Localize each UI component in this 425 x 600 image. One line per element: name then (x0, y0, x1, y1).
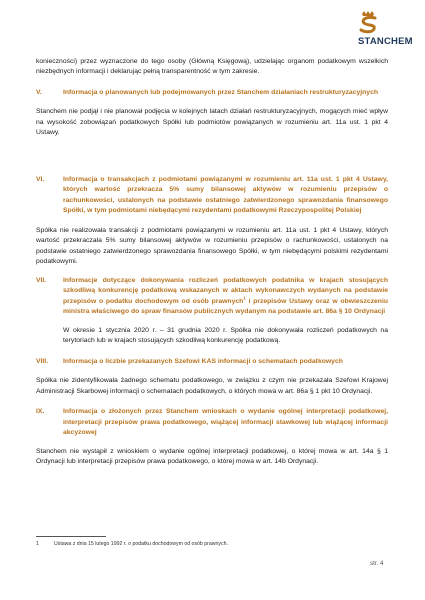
section-number: VIII. (36, 357, 49, 365)
footnote (36, 541, 228, 547)
section-body-ix: Stanchem nie wystąpił z wnioskiem o wydanie ogólnej interpretacji podatkowej, o której mowa w art. 14a § 1 Ordynacji lub interpretacji przepisów prawa podatkowego, o której mowa w art. 14b Ordynacji. (36, 448, 388, 466)
footnote-ref: 1 (243, 295, 246, 301)
section-title-part: Informacje dotyczące dokonywania rozliczeń podatkowych podatnika w krajach stosujących szkodliwą konkurencję podatkową wskazanych w aktach wykonawczych wydanych na podstawie przepisów o podatku dochodowym od osób prawnych (63, 276, 388, 305)
intro-paragraph: konieczności) przez wyznaczone do tego osoby (Główną Księgową), udzielając organom podatkowym wszelkich niezbędnych informacji i deklarując pełną transparentność w tym zakresie. (36, 58, 388, 76)
footnote-text: Ustawa z dnia 15 lutego 1992 r. o podatku dochodowym od osób prawnych. (54, 541, 228, 547)
page-number: str. 4 (370, 560, 384, 567)
section-heading-ix (36, 407, 388, 439)
section-number: VI. (36, 175, 45, 183)
footnote-number: 1 (36, 541, 39, 547)
section-body-vi: Spółka nie realizowała transakcji z podmiotami powiązanymi w rozumieniu art. 11a ust. 1 pkt 4 Ustawy, których wartość przekraczała 5% sumy bilansowej aktywów w rozumieniu przepisów o rachunkowości, ustalonych na podstawie ostatniego zatwierdzonego sprawozdania finansowego Spółki, w tym niebędącymi polskimi rezydentami podatkowymi. (36, 227, 388, 266)
footnote-divider (36, 536, 106, 537)
section-heading-vii (36, 276, 388, 318)
brand-name: STANCHEM (358, 36, 413, 47)
section-heading-viii (36, 357, 388, 368)
section-title: Informacja o złożonych przez Stanchem wnioskach o wydanie ogólnej interpretacji podatkowej, interpretacji przepisów prawa podatkowego, wiążącej informacji stawkowej lub wiążącej informacji akcyzowej (63, 408, 388, 437)
section-number: IX. (36, 408, 45, 416)
section-number: VII. (36, 276, 47, 284)
section-title-part: i przepisów Ustawy oraz w obwieszczeniu ministra właściwego do spraw finansów publicznych wydanym na podstawie art. 86a § 10 Ordynacji (63, 297, 388, 316)
section-heading-vi (36, 175, 388, 217)
stanchem-logo-icon (356, 10, 382, 36)
section-title: Informacja o planowanych lub podejmowanych przez Stanchem działaniach restrukturyzacyjnych (63, 88, 379, 96)
section-body-vii: W okresie 1 stycznia 2020 r. – 31 grudnia 2020 r. Spółka nie dokonywała rozliczeń podatkowych na terytoriach lub w krajach stosujących szkodliwą konkurencję podatkową. (63, 327, 388, 345)
document-body (36, 57, 388, 468)
section-title (63, 276, 388, 318)
section-number: V. (36, 88, 42, 96)
company-logo (356, 10, 413, 47)
section-body-viii: Spółka nie zidentyfikowała żadnego schematu podatkowego, w związku z czym nie przekazała Szefowi Krajowej Administracji Skarbowej informacji o schematach podatkowych, o których mowa w art. 86a § 1 pkt 10 Ordynacji. (36, 377, 388, 395)
section-body-v: Stanchem nie podjął i nie planował podjęcia w kolejnych latach działań restrukturyzacyjnych, mogących mieć wpływ na wysokość zobowiązań podatkowych Spółki lub podmiotów powiązanych w rozumieniu art. 11a ust. 1 pkt 4 Ustawy. (36, 108, 388, 137)
section-heading-v (36, 88, 388, 99)
section-title: Informacja o transakcjach z podmiotami powiązanymi w rozumieniu art. 11a ust. 1 pkt 4 Ustawy, których wartość przekracza 5% sumy bilansowej aktywów w rozumieniu przepisów o rachunkowości, ustalonych na podstawie ostatniego zatwierdzonego sprawozdania finansowego Spółki, w tym podmiotami niebędącymi rezydentami podatkowymi Rzeczypospolitej Polskiej (63, 175, 388, 215)
section-title: Informacja o liczbie przekazanych Szefowi KAS informacji o schematach podatkowych (63, 357, 343, 365)
